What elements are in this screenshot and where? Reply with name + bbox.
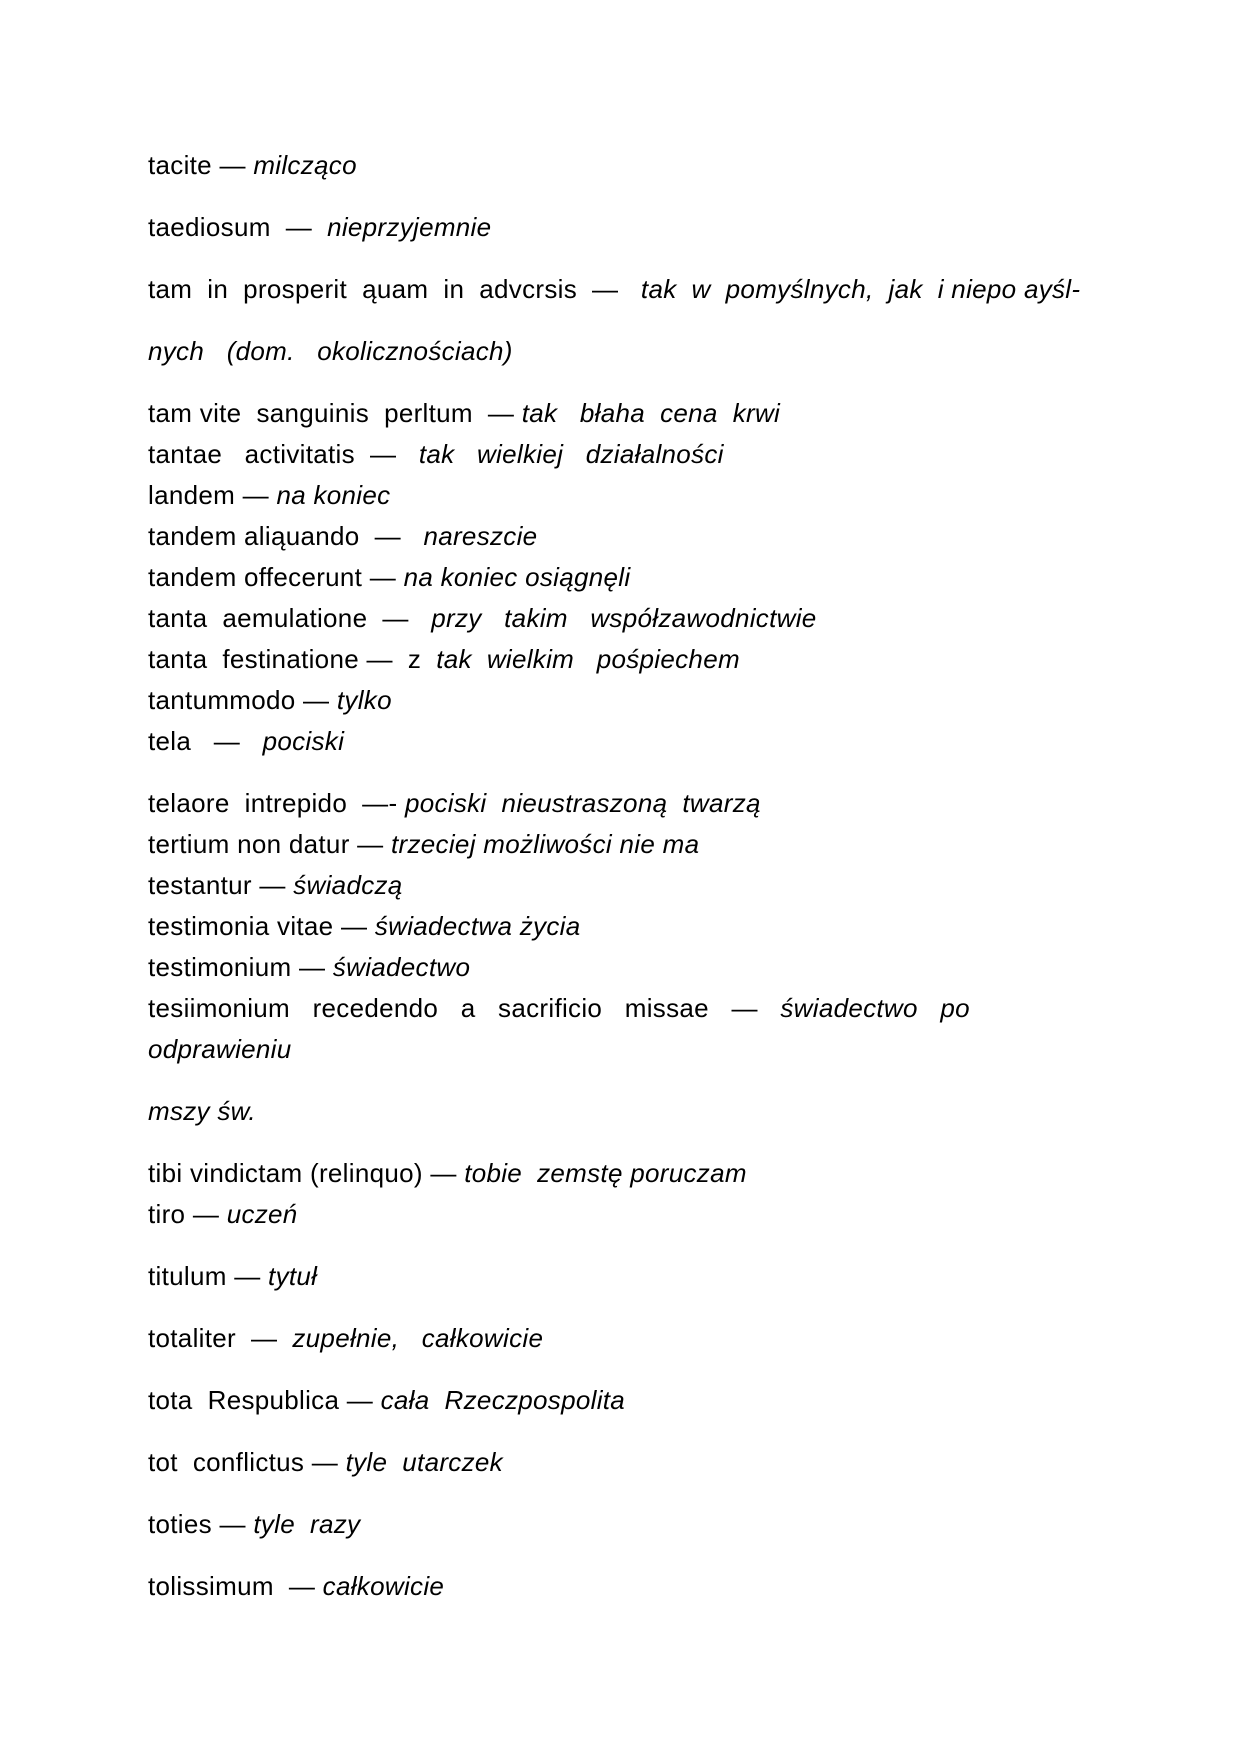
separator: —: [422, 1158, 465, 1188]
entry: [148, 1449, 503, 1475]
entry: [148, 1511, 360, 1537]
translation: na koniec: [276, 480, 391, 510]
translation: świadczą: [293, 870, 403, 900]
entry-continuation: [148, 1098, 256, 1124]
entry: [148, 523, 537, 549]
entry: [148, 1387, 625, 1413]
translation: pociski nieustraszoną twarzą: [404, 788, 761, 818]
entry: [148, 564, 630, 590]
latin-term: titulum: [148, 1261, 227, 1291]
separator: —: [185, 1199, 227, 1229]
translation: cała Rzeczpospolita: [380, 1385, 626, 1415]
latin-term: taediosum: [148, 212, 271, 242]
entry: [148, 1573, 444, 1599]
translation: nych (dom. okolicznościach): [148, 336, 513, 366]
entry: [148, 995, 970, 1021]
entry: [148, 831, 699, 857]
separator: —: [333, 911, 375, 941]
translation: tyle razy: [253, 1509, 361, 1539]
latin-term: tam in prosperit ąuam in advcrsis: [148, 274, 577, 304]
translation: tobie zemstę poruczam: [464, 1158, 747, 1188]
translation: świadectwa życia: [374, 911, 581, 941]
entry: [148, 687, 392, 713]
translation: trzeciej możliwości nie ma: [391, 829, 700, 859]
entry-continuation: [148, 1036, 292, 1062]
separator: —: [211, 150, 254, 180]
latin-term: testimonia vitae: [148, 911, 334, 941]
translation: przy takim współzawodnictwie: [431, 603, 817, 633]
entry: [148, 790, 761, 816]
translation: pociski: [262, 726, 345, 756]
entry-continuation: [148, 338, 513, 364]
translation: tak wielkim pośpiechem: [436, 644, 740, 674]
separator: —: [354, 439, 419, 469]
separator: —: [708, 993, 781, 1023]
separator: —: [295, 685, 337, 715]
separator: —: [339, 1385, 381, 1415]
entry: [148, 441, 724, 467]
translation: świadectwo: [332, 952, 471, 982]
latin-term: tot conflictus: [148, 1447, 305, 1477]
translation: na koniec osiągnęli: [403, 562, 631, 592]
latin-term: tandem offecerunt: [148, 562, 363, 592]
entry: [148, 482, 390, 508]
separator: —: [577, 274, 641, 304]
latin-term: tantae activitatis: [148, 439, 355, 469]
translation: tak błaha cena krwi: [521, 398, 781, 428]
translation: nieprzyjemnie: [327, 212, 492, 242]
latin-term: tantummodo: [148, 685, 296, 715]
translation: tytuł: [268, 1261, 318, 1291]
latin-term: telaore intrepido: [148, 788, 348, 818]
translation: mszy św.: [148, 1096, 256, 1126]
separator: —: [273, 1571, 323, 1601]
entry: [148, 1201, 298, 1227]
separator: —: [362, 562, 404, 592]
translation: świadectwo po: [780, 993, 970, 1023]
entry: [148, 605, 817, 631]
entry: [148, 276, 1080, 302]
latin-term: tacite: [148, 150, 212, 180]
separator: —: [367, 603, 432, 633]
separator: —: [235, 1323, 293, 1353]
entry: [148, 954, 470, 980]
latin-term: totaliter: [148, 1323, 236, 1353]
translation: całkowicie: [322, 1571, 445, 1601]
latin-term: tibi vindictam (relinquo): [148, 1158, 423, 1188]
entry: [148, 152, 357, 178]
latin-term: tertium non datur: [148, 829, 350, 859]
translation: tylko: [336, 685, 392, 715]
separator: —: [472, 398, 522, 428]
separator: —: [291, 952, 333, 982]
translation: zupełnie, całkowicie: [292, 1323, 544, 1353]
latin-term: tolissimum: [148, 1571, 274, 1601]
separator: —: [251, 870, 294, 900]
separator: —: [211, 1509, 254, 1539]
latin-term: testantur: [148, 870, 252, 900]
entry: [148, 913, 580, 939]
translation: milcząco: [253, 150, 357, 180]
separator: —: [226, 1261, 269, 1291]
translation: tak wielkiej działalności: [418, 439, 724, 469]
latin-term: landem: [148, 480, 236, 510]
entry: [148, 1160, 747, 1186]
entry: [148, 214, 491, 240]
separator: —: [235, 480, 277, 510]
translation: tak w pomyślnych, jak i niepo ayśl-: [640, 274, 1081, 304]
separator: —: [359, 521, 424, 551]
latin-term: testimonium: [148, 952, 292, 982]
separator: —: [304, 1447, 346, 1477]
latin-term: tam vite sanguinis perltum: [148, 398, 473, 428]
latin-term: tanta festinatione: [148, 644, 359, 674]
entry: [148, 1263, 317, 1289]
latin-term: tela: [148, 726, 192, 756]
separator: —-: [347, 788, 405, 818]
separator: — z: [358, 644, 437, 674]
entry: [148, 1325, 543, 1351]
latin-term: toties: [148, 1509, 212, 1539]
separator: —: [349, 829, 392, 859]
entry: [148, 872, 403, 898]
latin-term: tanta aemulatione: [148, 603, 368, 633]
separator: —: [191, 726, 263, 756]
entry: [148, 728, 344, 754]
latin-term: tesiimonium recedendo a sacrificio missae: [148, 993, 709, 1023]
entry: [148, 400, 780, 426]
entry: [148, 646, 740, 672]
translation: nareszcie: [423, 521, 538, 551]
translation: uczeń: [226, 1199, 298, 1229]
translation: tyle utarczek: [345, 1447, 503, 1477]
separator: —: [270, 212, 328, 242]
latin-term: tota Respublica: [148, 1385, 340, 1415]
latin-term: tiro: [148, 1199, 186, 1229]
translation: odprawieniu: [148, 1034, 292, 1064]
latin-term: tandem aliąuando: [148, 521, 360, 551]
